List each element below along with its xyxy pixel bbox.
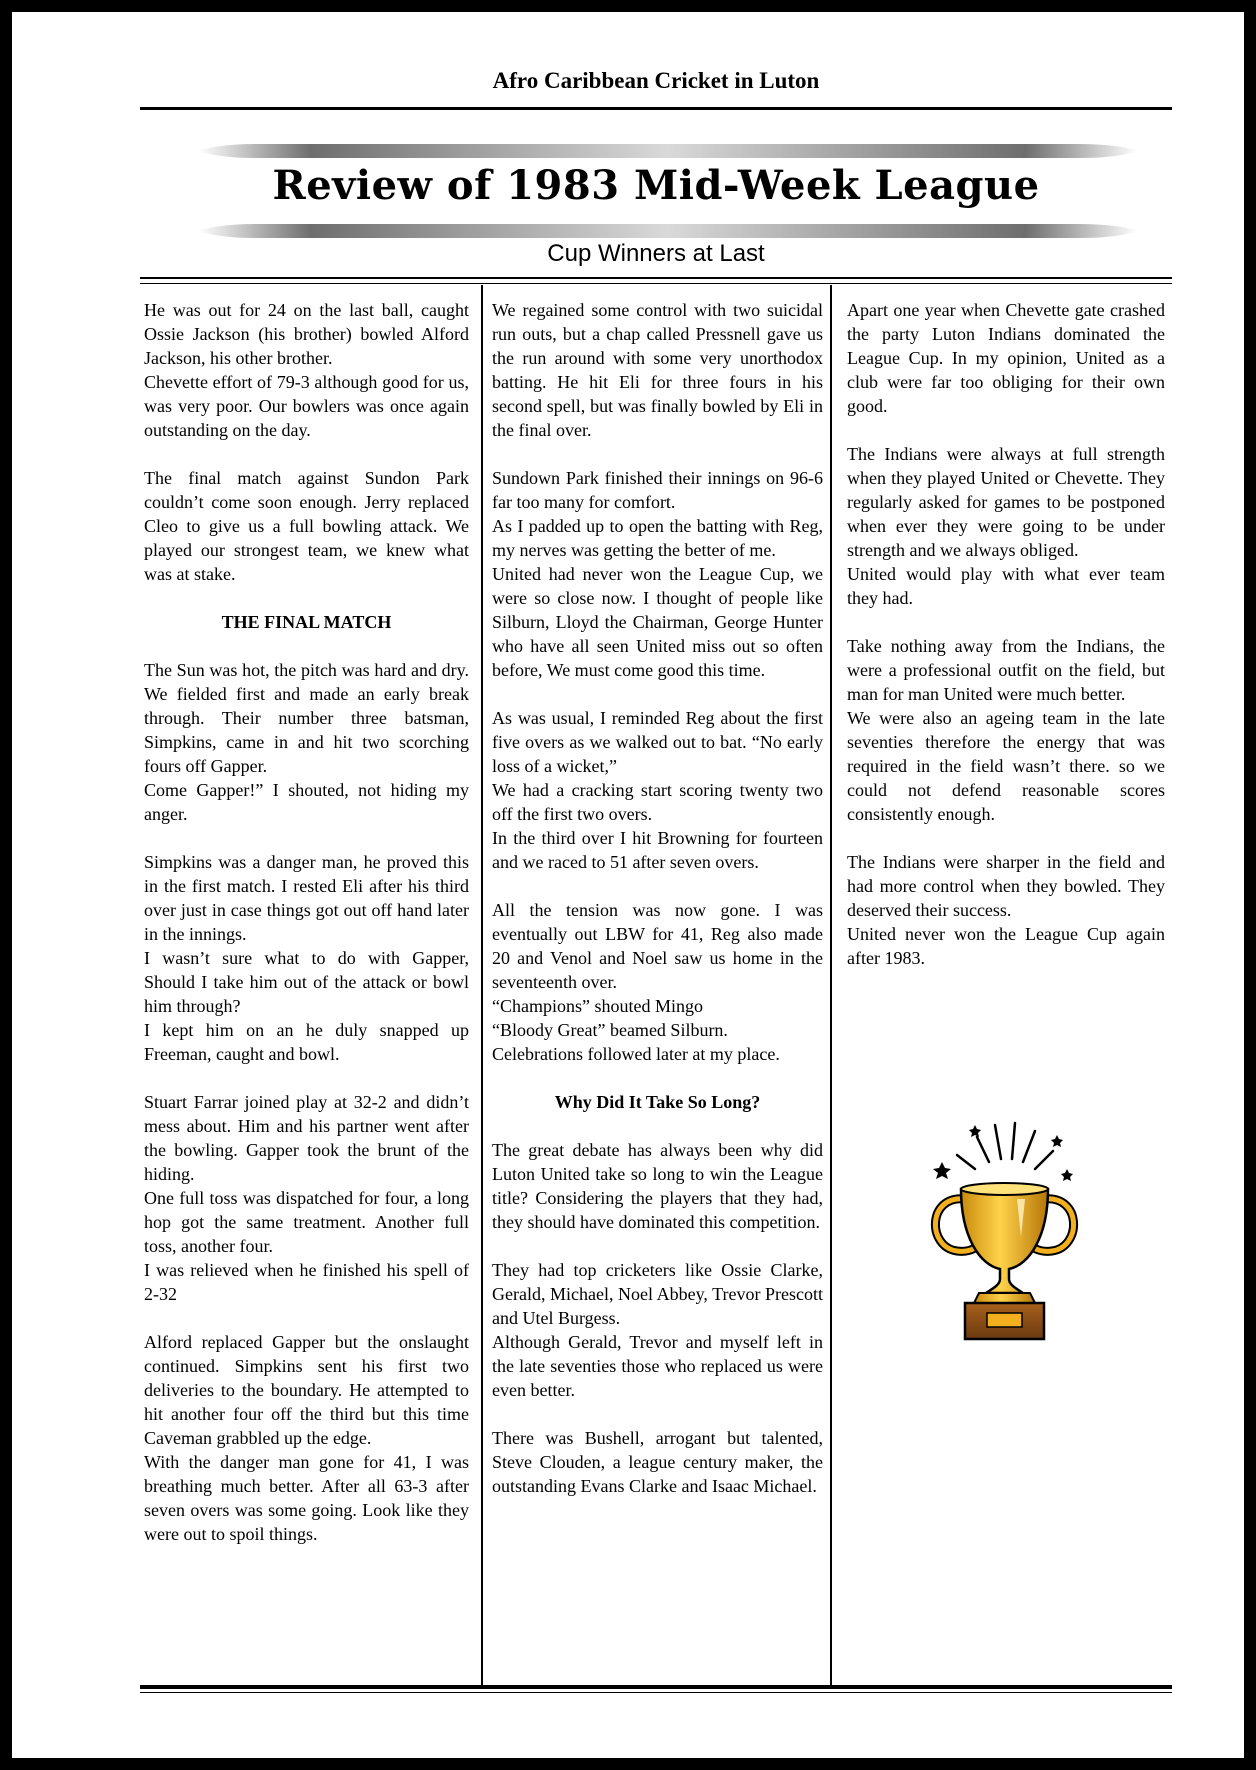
banner-bar-top	[198, 144, 1138, 158]
paragraph: The Indians were sharper in the field and had more control when they bowled. They deserved their success.	[847, 852, 1165, 920]
paragraph: Chevette effort of 79-3 although good for us, was very poor. Our bowlers was once again outstanding on the day.	[144, 372, 469, 440]
paragraph: With the danger man gone for 41, I was breathing much better. After all 63-3 after seven overs was some going. Look like they were out to spoil things.	[144, 1452, 469, 1544]
bottom-double-rule	[140, 1685, 1172, 1693]
header-rule	[140, 107, 1172, 110]
paragraph: United had never won the League Cup, we were so close now. I thought of people like Silburn, Lloyd the Chairman, George Hunter who have all seen United miss out so often before, We must come good this time.	[492, 564, 823, 680]
paragraph: In the third over I hit Browning for fourteen and we raced to 51 after seven overs.	[492, 828, 823, 872]
paragraph: We had a cracking start scoring twenty two off the first two overs.	[492, 780, 823, 824]
top-double-rule	[140, 277, 1172, 284]
paragraph: There was Bushell, arrogant but talented, Steve Clouden, a league century maker, the outstanding Evans Clarke and Isaac Michael.	[492, 1428, 823, 1496]
paragraph: “Champions” shouted Mingo	[492, 996, 703, 1016]
paragraph: The final match against Sundon Park couldn’t come soon enough. Jerry replaced Cleo to give us a full bowling attack. We played our strongest team, we knew what was at stake.	[144, 468, 469, 584]
paragraph: United never won the League Cup again after 1983.	[847, 924, 1165, 968]
article-column-1	[144, 298, 469, 1546]
paragraph: Alford replaced Gapper but the onslaught continued. Simpkins sent his first two deliveries to the boundary. He attempted to hit another four off the third but this time Caveman grabbled up the edge.	[144, 1332, 469, 1448]
banner-bar-bottom	[198, 224, 1138, 238]
paragraph: We regained some control with two suicidal run outs, but a chap called Pressnell gave us the run around with some very unorthodox batting. He hit Eli for three fours in his second spell, but was finally bowled by Eli in the final over.	[492, 300, 823, 440]
paragraph: The Sun was hot, the pitch was hard and dry. We fielded first and made an early break through. Their number three batsman, Simpkins, came in and hit two scorching fours off Gapper.	[144, 660, 469, 776]
paragraph: He was out for 24 on the last ball, caught Ossie Jackson (his brother) bowled Alford Jackson, his other brother.	[144, 300, 469, 368]
paragraph: Come Gapper!” I shouted, not hiding my anger.	[144, 780, 469, 824]
page-header-title: Afro Caribbean Cricket in Luton	[492, 68, 820, 93]
paragraph: One full toss was dispatched for four, a long hop got the same treatment. Another full toss, another four.	[144, 1188, 469, 1256]
paragraph: The Indians were always at full strength when they played United or Chevette. They regularly asked for games to be postponed when ever they were going to be under strength and we always obliged.	[847, 444, 1165, 560]
banner-title: Review of 1983 Mid-Week League	[272, 162, 1040, 209]
banner-subtitle: Cup Winners at Last	[547, 240, 765, 267]
section-heading: THE FINAL MATCH	[221, 612, 392, 632]
paragraph: Stuart Farrar joined play at 32-2 and didn’t mess about. Him and his partner went after the bowling. Gapper took the brunt of the hiding.	[144, 1092, 469, 1184]
paragraph: Sundown Park finished their innings on 96-6 far too many for comfort.	[492, 468, 823, 512]
paragraph: All the tension was now gone. I was eventually out LBW for 41, Reg also made 20 and Venol and Noel saw us home in the seventeenth over.	[492, 900, 823, 992]
paragraph: I was relieved when he finished his spell of 2-32	[144, 1260, 469, 1304]
article-column-2	[492, 298, 823, 1498]
paragraph: I wasn’t sure what to do with Gapper, Should I take him out of the attack or bowl him through?	[144, 948, 469, 1016]
paragraph: “Bloody Great” beamed Silburn.	[492, 1020, 728, 1040]
paragraph: Take nothing away from the Indians, the were a professional outfit on the field, but man for man United were much better.	[847, 636, 1165, 704]
paragraph: Apart one year when Chevette gate crashed the party Luton Indians dominated the League Cup. In my opinion, United as a club were far too obliging for their own good.	[847, 300, 1165, 416]
paragraph: The great debate has always been why did Luton United take so long to win the League title? Considering the players that they had, they should have dominated this competition.	[492, 1140, 823, 1232]
paragraph: We were also an ageing team in the late seventies therefore the energy that was required in the field wasn’t there. so we could not defend reasonable scores consistently enough.	[847, 708, 1165, 824]
paragraph: I kept him on an he duly snapped up Freeman, caught and bowl.	[144, 1020, 469, 1064]
paragraph: As was usual, I reminded Reg about the first five overs as we walked out to bat. “No early loss of a wicket,”	[492, 708, 823, 776]
section-heading: Why Did It Take So Long?	[554, 1092, 761, 1112]
paragraph: Although Gerald, Trevor and myself left in the late seventies those who replaced us were even better.	[492, 1332, 823, 1400]
paragraph: United would play with what ever team they had.	[847, 564, 1165, 608]
paragraph: They had top cricketers like Ossie Clarke, Gerald, Michael, Noel Abbey, Trevor Prescott and Utel Burgess.	[492, 1260, 823, 1328]
paragraph: Simpkins was a danger man, he proved this in the first match. I rested Eli after his third over just in case things got out off hand later in the innings.	[144, 852, 469, 944]
trophy-icon	[917, 1117, 1092, 1352]
paragraph: Celebrations followed later at my place.	[492, 1044, 780, 1064]
paragraph: As I padded up to open the batting with Reg, my nerves was getting the better of me.	[492, 516, 823, 560]
column-divider-1	[481, 285, 483, 1685]
column-divider-2	[830, 285, 832, 1685]
article-column-3	[847, 298, 1165, 970]
